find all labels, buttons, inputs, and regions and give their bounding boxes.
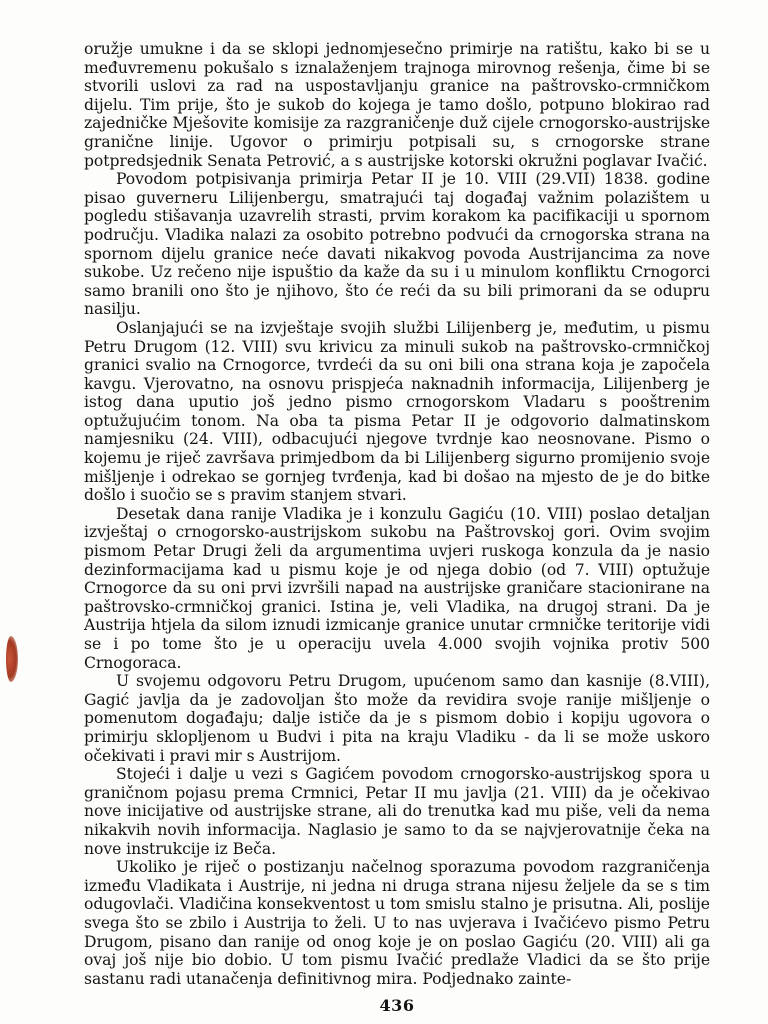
paragraph-7: Ukoliko je riječ o postizanju načelnog sporazuma povodom razgraničenja između Vladikata i Austrije, ni jedna ni druga strana nijesu željele da se s tim odugovlači. Vladičina konsekventost u tom smislu stalno je prisutna. Ali, poslije svega što se zbilo i Austrija to želi. U to nas uvjerava i Ivačićevo pismo Petru Drugom, pisano dan ranije od onog koje je on poslao Gagiću (20. VIII) ali ga ovaj još nije bio dobio. U tom pismu Ivačić predlaže Vladici da se što prije sastanu radi utanačenja definitivnog mira. Podjednako zainte- — [84, 858, 710, 988]
paragraph-6: Stojeći i dalje u vezi s Gagićem povodom crnogorsko-austrijskog spora u graničnom pojasu prema Crmnici, Petar II mu javlja (21. VIII) da je očekivao nove inicijative od austrijske strane, ali do trenutka kad mu piše, veli da nema nikakvih novih informacija. Naglasio je samo to da se najvjerovatnije čeka na nove instrukcije iz Beča. — [84, 765, 710, 858]
book-page — [84, 40, 710, 1015]
page-number: 436 — [379, 996, 415, 1015]
paragraph-3: Oslanjajući se na izvještaje svojih službi Lilijenberg je, međutim, u pismu Petru Drugom (12. VIII) svu krivicu za minuli sukob na paštrovsko-crmničkoj granici svalio na Crnogorce, tvrdeći da su oni bili ona strana koja je započela kavgu. Vjerovatno, na osnovu prispjeća naknadnih informacija, Lilijenberg je istog dana uputio još jedno pismo crnogorskom Vladaru s pooštrenim optužujućim tonom. Na oba ta pisma Petar II je odgovorio dalmatinskom namjesniku (24. VIII), odbacujući njegove tvrdnje kao neosnovane. Pismo o kojemu je riječ završava primjedbom da bi Lilijenberg sigurno promijenio svoje mišljenje i odrekao se gornjeg tvrđenja, kad bi došao na mjesto de je do bitke došlo i suočio se s pravim stanjem stvari. — [84, 318, 710, 505]
paragraph-2: Povodom potpisivanja primirja Petar II je 10. VIII (29.VII) 1838. godine pisao guverneru Lilijenbergu, smatrajući taj događaj važnim polazištem u pogledu stišavanja uzavrelih strasti, prvim korakom ka pacifikaciji u spornom području. Vladika nalazi za osobito potrebno podvući da crnogorska strana na spornom dijelu granice neće davati nikakvog povoda Austrijancima za nove sukobe. Uz rečeno nije ispuštio da kaže da su i u minulom konfliktu Crnogorci samo branili ono što je njihovo, što će reći da su bili primorani da se odupru nasilju. — [84, 170, 710, 319]
page-edge-mark — [6, 636, 18, 682]
paragraph-4: Desetak dana ranije Vladika je i konzulu Gagiću (10. VIII) poslao detaljan izvještaj o crnogorsko-austrijskom sukobu na Paštrovskoj gori. Ovim svojim pismom Petar Drugi želi da argumentima uvjeri ruskoga konzula da je nasio dezinformacijama kad u pismu koje je od njega dobio (od 7. VIII) optužuje Crnogorce da su oni prvi izvršili napad na austrijske graničare stacionirane na paštrovsko-crmničkoj granici. Istina je, veli Vladika, na drugoj strani. Da je Austrija htjela da silom iznudi izmicanje granice unutar crmničke teritorije vidi se i po tome što je u operaciju uvela 4.000 svojih vojnika protiv 500 Crnogoraca. — [84, 504, 710, 672]
paragraph-1: oružje umukne i da se sklopi jednomjesečno primirje na ratištu, kako bi se u međuvremenu pokušalo s iznalaženjem trajnoga mirovnog rešenja, čime bi se stvorili uslovi za rad na uspostavljanju granice na paštrovsko-crmničkom dijelu. Tim prije, što je sukob do kojega je tamo došlo, potpuno blokirao rad zajedničke Mješovite komisije za razgraničenje duž cijele crnogorsko-austrijske granične linije. Ugovor o primirju potpisali su, s crnogorske strane potpredsjednik Senata Petrović, a s austrijske kotorski okružni poglavar Ivačić. — [84, 40, 710, 170]
paragraph-5: U svojemu odgovoru Petru Drugom, upućenom samo dan kasnije (8.VIII), Gagić javlja da je zadovoljan što može da revidira svoje ranije mišljenje o pomenutom događaju; dalje ističe da je s pismom dobio i kopiju ugovora o primirju sklopljenom u Budvi i pita na kraju Vladiku - da li se može uskoro očekivati i pravi mir s Austrijom. — [84, 672, 710, 765]
